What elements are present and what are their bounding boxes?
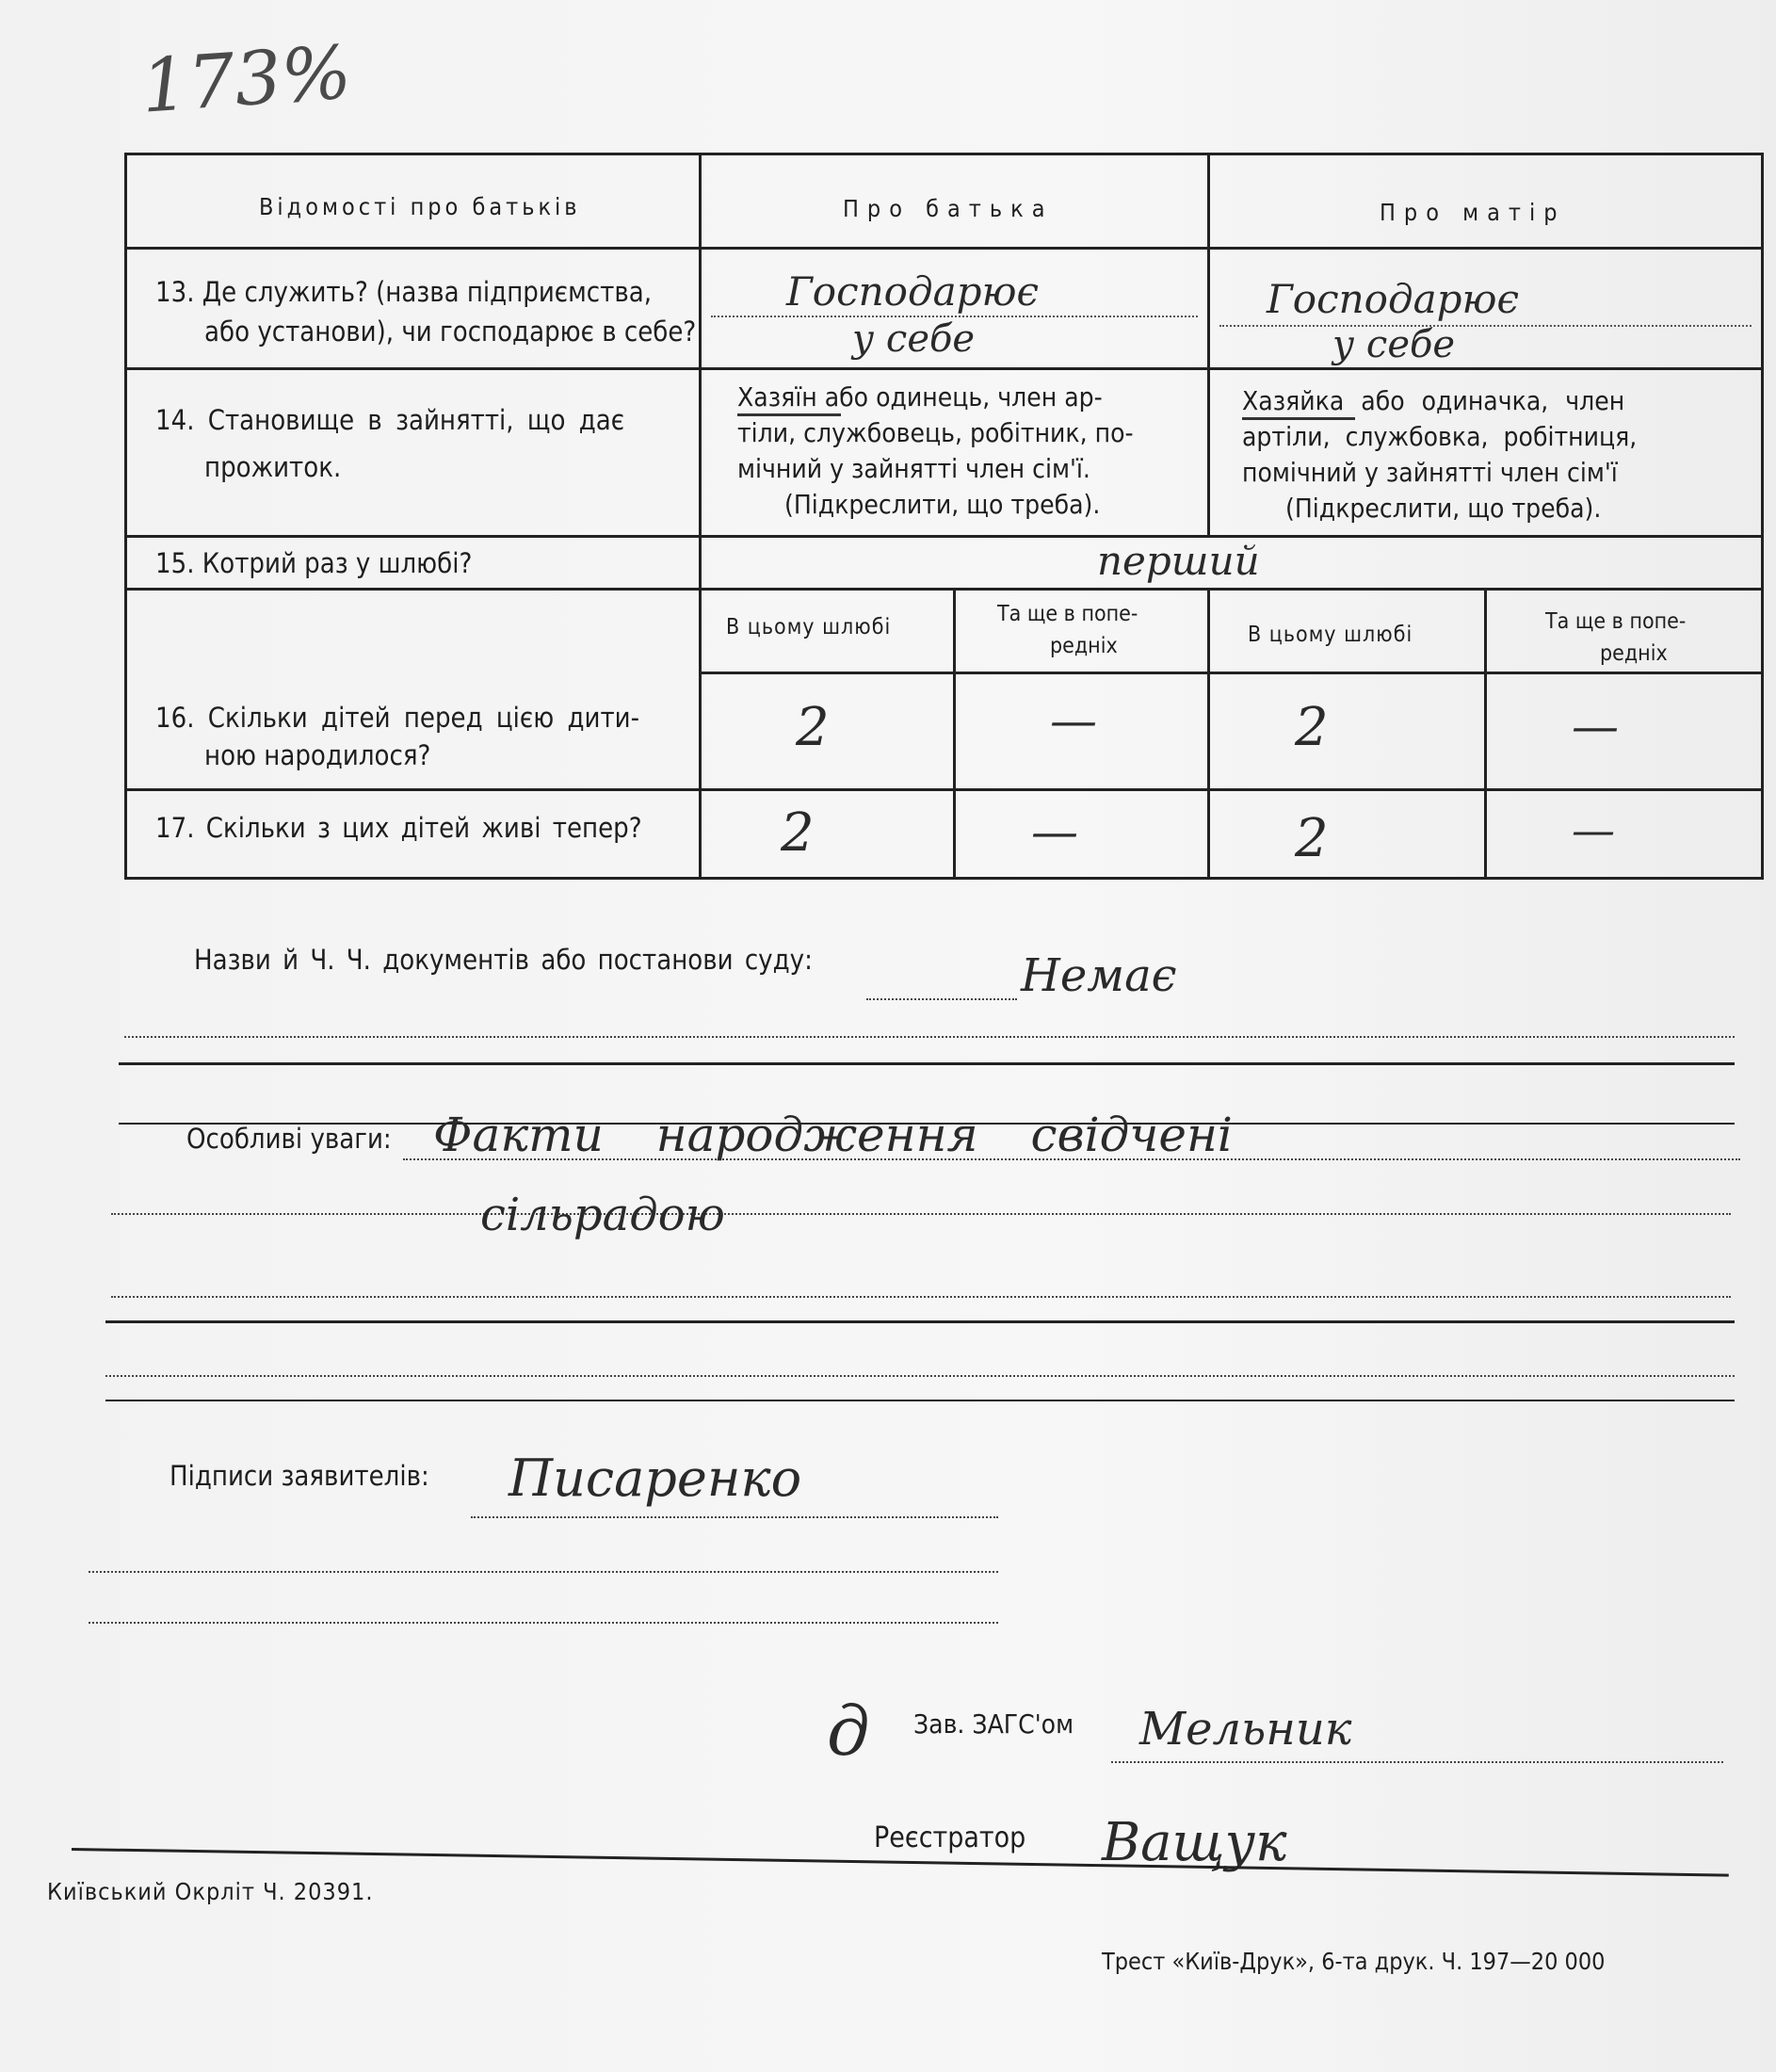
header-about-father: Про батька [843,195,1054,222]
q14-mother-option-line2: артіли, службовка, робітниця, [1242,421,1638,452]
zags-head-value: Мельник [1139,1703,1352,1756]
archive-number: 173% [138,30,354,130]
q14-label-line2: прожиток. [204,451,342,483]
q14-mother-underline [1242,417,1355,420]
q16-father-prev-header-line1: Та ще в попе- [997,602,1138,626]
registrar-value: Ващук [1102,1812,1287,1873]
remarks-label: Особливі уваги: [186,1123,392,1155]
remarks-value-line2: сільрадою [480,1189,725,1241]
q14-mother-option-line1: Хазяйка або одиначка, член [1242,385,1625,416]
header-about-mother: Про матір [1380,199,1566,226]
q14-mother-option-line3: помічний у зайнятті член сім'ї [1242,457,1618,488]
q16-mother-prev-value: — [1572,699,1619,754]
footer-publisher-right: Трест «Київ-Друк», 6-та друк. Ч. 197—20 000 [1102,1948,1606,1975]
documents-rule [119,1062,1735,1065]
q13-father-answer-line1: Господарює [786,268,1039,315]
q16-mother-prev-header-line1: Та ще в попе- [1545,609,1687,634]
q15-answer: перший [1097,538,1260,584]
q16-label-line1: 16. Скільки дітей перед цією дити- [155,702,640,734]
parents-info-table [124,153,1764,880]
q16-mother-this-header: В цьому шлюбі [1248,623,1413,647]
header-parents-info: Відомості про батьків [259,193,581,220]
q16-father-prev-value: — [1050,693,1097,749]
q14-father-option-line4: (Підкреслити, що треба). [784,489,1101,520]
documents-value: Немає [1021,949,1177,1002]
q16-mother-prev-header-line2: редніх [1600,641,1668,666]
q17-mother-this-value: 2 [1295,808,1329,869]
q17-mother-prev-value: — [1572,804,1615,855]
row-q13 [126,249,1763,369]
q16-father-this-header: В цьому шлюбі [726,615,892,639]
row-q14 [126,369,1763,537]
q14-label-line1: 14. Становище в зайнятті, що дає [155,404,625,436]
q13-father-answer-line2: у себе [852,317,976,361]
q16-mother-this-value: 2 [1295,697,1329,759]
q13-mother-answer-line2: у себе [1332,323,1456,366]
q14-father-option-line3: мічний у зайнятті член сім'ї. [737,453,1090,484]
q16-father-this-value: 2 [796,697,830,759]
footer-publisher-left: Київський Окрліт Ч. 20391. [47,1878,374,1905]
q17-label: 17. Скільки з цих дітей живі тепер? [155,812,642,844]
table-header-row [126,154,1763,249]
q13-mother-answer-line1: Господарює [1267,276,1519,322]
q14-father-underline [737,413,841,416]
q14-father-option-line2: тіли, службовець, робітник, по- [737,417,1134,448]
signatures-label: Підписи заявителів: [170,1460,429,1492]
q15-label: 15. Котрий раз у шлюбі? [155,547,473,579]
documents-label: Назви й Ч. Ч. документів або постанови суду: [194,944,813,976]
signatures-value: Писаренко [509,1449,802,1508]
remarks-value-line1: Факти народження свідчені [433,1108,1233,1162]
q13-label-line2: або установи), чи господарює в себе? [204,316,697,348]
q16-label-line2: ною народилося? [204,739,431,771]
zags-head-label: Зав. ЗАГС'ом [913,1708,1074,1740]
q16-father-prev-header-line2: редніх [1050,634,1118,658]
q13-label-line1: 13. Де служить? (назва підприємства, [155,276,652,308]
q17-father-this-value: 2 [781,802,815,864]
q14-mother-option-line4: (Підкреслити, що треба). [1285,493,1602,524]
row-q16-subheader [126,590,1763,673]
q14-father-option-line1: Хазяїн або одинець, член ар- [737,381,1103,413]
registrar-label: Реєстратор [874,1821,1026,1854]
row-q17 [126,790,1763,879]
zags-prefix-mark: д [827,1692,870,1771]
q17-father-prev-value: — [1031,804,1078,859]
row-q15 [126,537,1763,590]
